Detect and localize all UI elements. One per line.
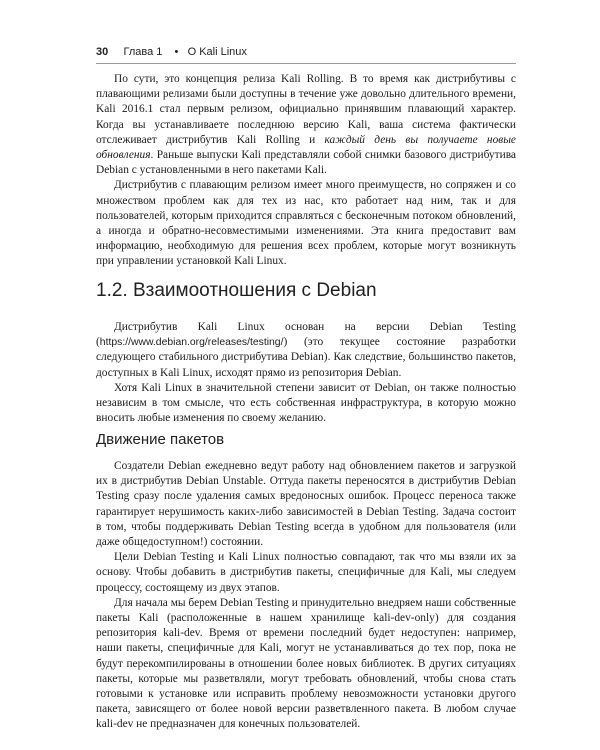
running-header [96,46,516,58]
chapter-title: О Kali Linux [187,46,247,58]
package-flow-text [96,459,516,733]
paragraph: Дистрибутив с плавающим релизом имеет много преимуществ, но сопряжен и со множеством проблем как для тех из нас, кто работает над ним, так и для пользователей, которым приходится справляться с бесконечным потоком обновлений, а иногда и обратно-несовместимыми изменениями. Эта книга предоставит вам информацию, необходимую для решения всех проблем, которые могут возникнуть при управлении установкой Kali Linux. [96,179,516,268]
header-bullet: • [174,46,179,58]
paragraph: Цели Debian Testing и Kali Linux полностью совпадают, так что мы взяли их за основу. Чтобы добавить в дистрибутив пакеты, специфичные для Kali, мы следуем процессу, состоящему из двух этапов. [96,551,516,594]
paragraph: Создатели Debian ежедневно ведут работу над обновлением пакетов и загрузкой их в дистрибутив Debian Unstable. Оттуда пакеты переносятся в дистрибутив Debian Testing сразу после удаления самых вредоносных ошибок. Процесс переноса также гарантирует нерушимость каких-либо зависимостей в Debian Testing. Задача состоит в том, чтобы поддерживать Debian Testing всегда в удобном для пользователя (или даже общедоступном!) состоянии. [96,460,516,549]
intro-text [96,72,516,270]
section-1-2-text [96,320,516,426]
subsection-heading: Движение пакетов [96,431,225,448]
page-number: 30 [96,46,109,58]
section-heading: 1.2. Взаимоотношения с Debian [96,280,377,301]
emphasis: каждый день вы получаете новые обновления [96,133,516,162]
paragraph: Для начала мы берем Debian Testing и принудительно внедряем наши собственные пакеты Kali (расположенные в нашем хранилище kali-dev-only) для создания репозитория kali-dev. Время от времени последний будет недоступен: например, наши пакеты, специфичные для Kali, могут не устанавливаться до тех пор, пока не будут перекомпилированы в отношении более новых библиотек. В других ситуациях пакеты, которые мы разветвляли, могут требовать обновлений, чтобы снова стать готовыми к установке или исправить проблему невозможности установки другого пакета, зависящего от более новой версии разветвленного пакета. В любом случае kali-dev не предназначен для конечных пользователей. [96,596,516,731]
debian-testing-url: https://www.debian.org/releases/testing/ [99,337,284,349]
paragraph: Хотя Kali Linux в значительной степени зависит от Debian, он также полностью независим в том смысле, что есть собственная инфраструктура, в которую можно вносить любые изменения по своему желанию. [96,381,516,425]
paragraph: По сути, это концепция релиза Kali Rolling. В то время как дистрибутивы с плавающими релизами были доступны в течение уже довольно длительного времени, Kali 2016.1 стал первым релизом, официально принявшим плавающий характер. Когда вы устанавливаете последнюю версию Kali, ваша система фактически отслеживает дистрибутив Kali Rolling и каждый день вы получаете новые обновления. Раньше выпуски Kali представляли собой снимки базового дистрибутива Debian с установленными в него пакетами Kali. [96,73,516,177]
paragraph: Дистрибутив Kali Linux основан на версии Debian Testing (https://www.debian.org/releases/testing/) (это текущее состояние разработки следующего стабильного дистрибутива Debian). Как следствие, большинство пакетов, доступных в Kali Linux, исходят прямо из репозитория Debian. [96,321,516,379]
chapter-label: Глава 1 [123,46,163,58]
header-rule [96,63,516,64]
